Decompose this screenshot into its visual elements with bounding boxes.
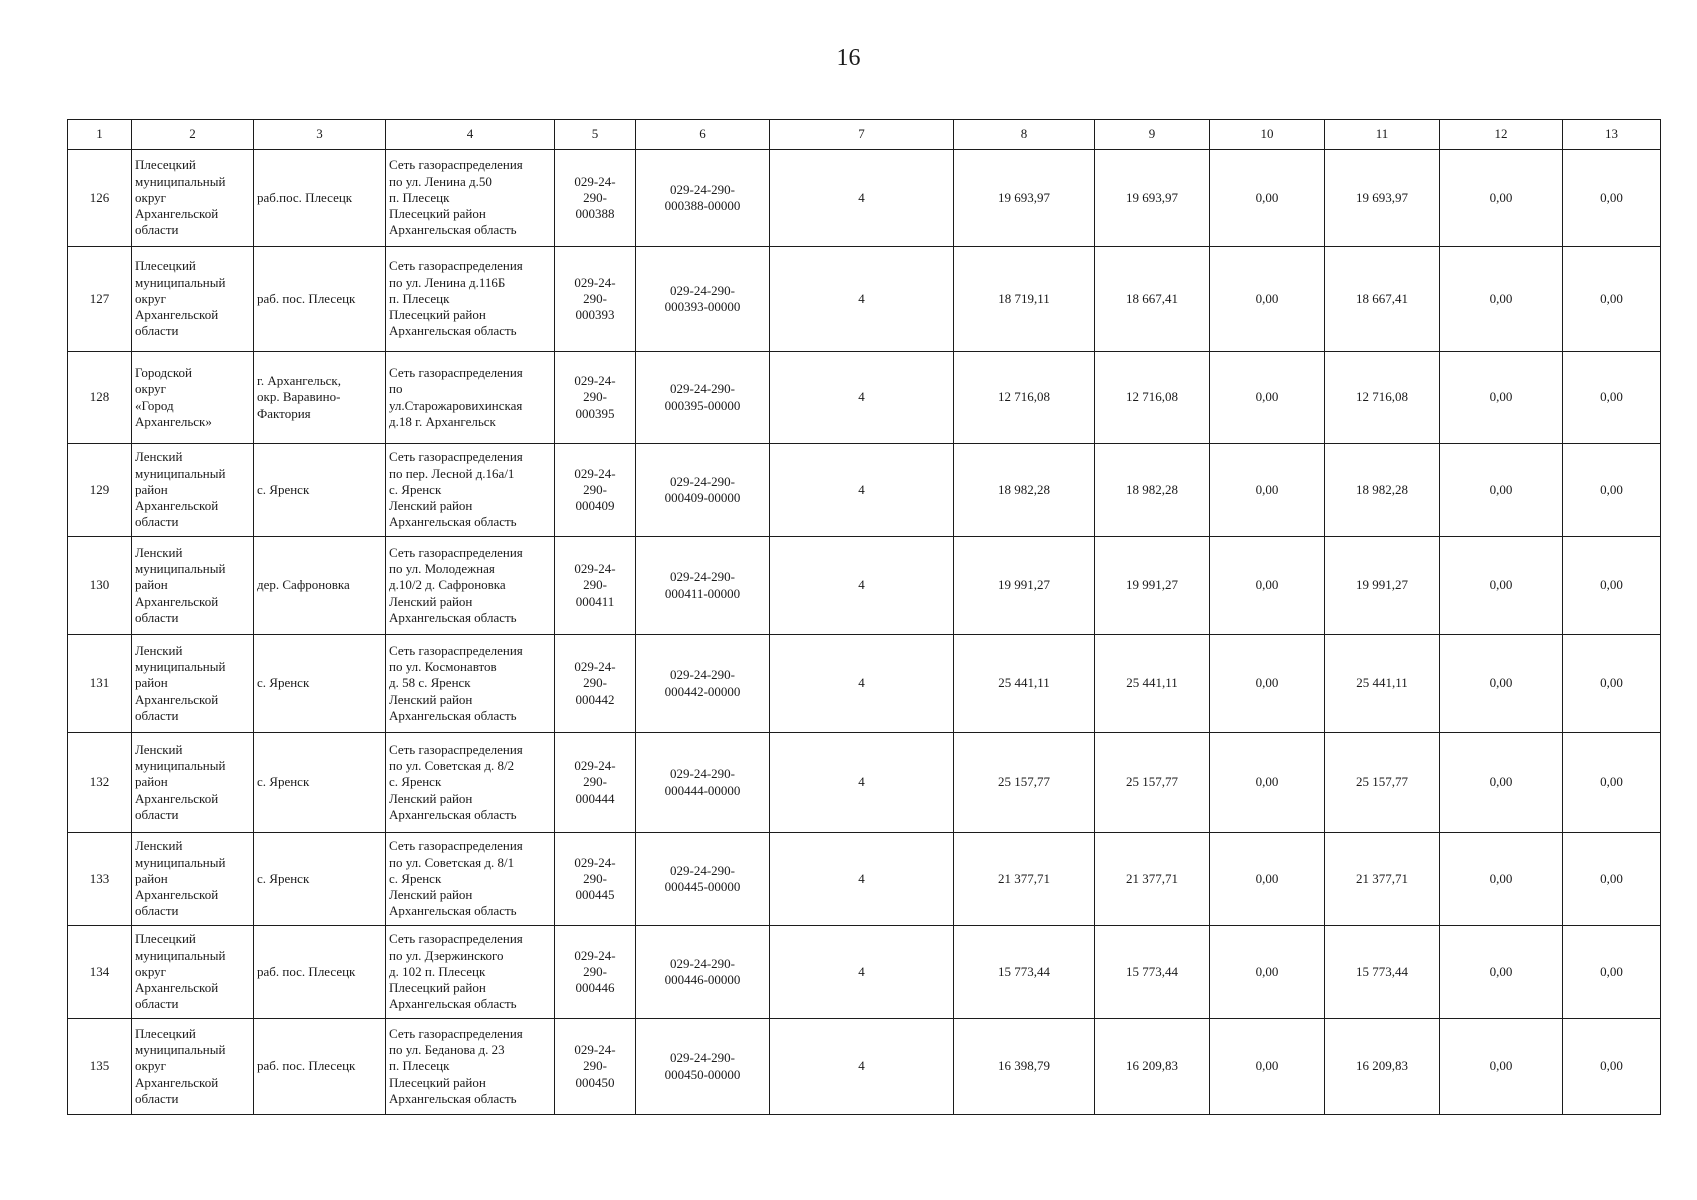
value-col12: 0,00 [1440, 833, 1563, 926]
value-col13: 0,00 [1563, 1019, 1661, 1115]
object-cell [386, 926, 555, 1019]
col7-cell: 4 [770, 150, 954, 247]
value-col11: 25 441,11 [1325, 635, 1440, 733]
col7-cell: 4 [770, 833, 954, 926]
settlement-text: раб. пос. Плесецк [257, 1058, 356, 1074]
row-number: 129 [68, 444, 132, 537]
table-row [68, 1019, 1661, 1115]
value-col11: 12 716,08 [1325, 352, 1440, 444]
settlement-cell [254, 635, 386, 733]
column-header: 13 [1563, 120, 1661, 150]
value-col12: 0,00 [1440, 926, 1563, 1019]
value-col9: 25 157,77 [1095, 733, 1210, 833]
col7-cell: 4 [770, 733, 954, 833]
object-text: Сеть газораспределения по ул. Советская д. 8/1 с. Яренск Ленский район Архангельская область [389, 838, 523, 919]
settlement-cell [254, 352, 386, 444]
municipality-text: Ленский муниципальный район Архангельской области [135, 544, 226, 625]
full-code-cell [636, 635, 770, 733]
table-row [68, 352, 1661, 444]
value-col11: 18 667,41 [1325, 247, 1440, 352]
table-row [68, 926, 1661, 1019]
value-col13: 0,00 [1563, 833, 1661, 926]
full-code-cell [636, 833, 770, 926]
object-text: Сеть газораспределения по ул. Беданова д. 23 п. Плесецк Плесецкий район Архангельская область [389, 1025, 523, 1106]
settlement-text: дер. Сафроновка [257, 577, 350, 593]
object-text: Сеть газораспределения по ул. Ленина д.116Б п. Плесецк Плесецкий район Архангельская область [389, 258, 523, 339]
col7-cell: 4 [770, 352, 954, 444]
object-text: Сеть газораспределения по ул.Старожаровихинская д.18 г. Архангельск [389, 364, 523, 429]
value-col9: 16 209,83 [1095, 1019, 1210, 1115]
object-cell [386, 833, 555, 926]
table-body [68, 150, 1661, 1115]
value-col8: 12 716,08 [954, 352, 1095, 444]
column-header: 3 [254, 120, 386, 150]
full-code-cell [636, 537, 770, 635]
table-row [68, 635, 1661, 733]
full-code-text: 029-24-290- 000450-00000 [664, 1050, 741, 1082]
settlement-cell [254, 150, 386, 247]
value-col10: 0,00 [1210, 247, 1325, 352]
column-header: 2 [132, 120, 254, 150]
column-header: 8 [954, 120, 1095, 150]
value-col13: 0,00 [1563, 926, 1661, 1019]
value-col9: 19 693,97 [1095, 150, 1210, 247]
value-col12: 0,00 [1440, 733, 1563, 833]
code-text: 029-24- 290- 000409 [574, 465, 616, 514]
value-col8: 19 991,27 [954, 537, 1095, 635]
settlement-text: г. Архангельск, окр. Варавино- Фактория [257, 373, 341, 421]
value-col8: 21 377,71 [954, 833, 1095, 926]
value-col13: 0,00 [1563, 537, 1661, 635]
column-header: 10 [1210, 120, 1325, 150]
value-col8: 25 441,11 [954, 635, 1095, 733]
table-header [68, 120, 1661, 150]
value-col13: 0,00 [1563, 444, 1661, 537]
row-number: 133 [68, 833, 132, 926]
value-col9: 18 667,41 [1095, 247, 1210, 352]
code-cell [555, 635, 636, 733]
object-cell [386, 733, 555, 833]
value-col10: 0,00 [1210, 733, 1325, 833]
row-number: 127 [68, 247, 132, 352]
settlement-text: раб. пос. Плесецк [257, 290, 356, 306]
municipality-cell [132, 635, 254, 733]
municipality-text: Плесецкий муниципальный округ Архангельской области [135, 931, 226, 1012]
code-cell [555, 733, 636, 833]
settlement-cell [254, 1019, 386, 1115]
full-code-text: 029-24-290- 000388-00000 [664, 181, 741, 213]
full-code-text: 029-24-290- 000444-00000 [664, 766, 741, 798]
code-cell [555, 537, 636, 635]
value-col12: 0,00 [1440, 444, 1563, 537]
value-col11: 15 773,44 [1325, 926, 1440, 1019]
value-col11: 21 377,71 [1325, 833, 1440, 926]
value-col12: 0,00 [1440, 537, 1563, 635]
municipality-text: Ленский муниципальный район Архангельской области [135, 642, 226, 723]
municipality-text: Ленский муниципальный район Архангельской области [135, 449, 226, 530]
municipality-cell [132, 833, 254, 926]
settlement-text: раб. пос. Плесецк [257, 963, 356, 979]
municipality-cell [132, 352, 254, 444]
value-col12: 0,00 [1440, 1019, 1563, 1115]
full-code-text: 029-24-290- 000445-00000 [664, 862, 741, 894]
full-code-text: 029-24-290- 000395-00000 [664, 381, 741, 413]
full-code-text: 029-24-290- 000446-00000 [664, 955, 741, 987]
value-col10: 0,00 [1210, 833, 1325, 926]
value-col13: 0,00 [1563, 635, 1661, 733]
settlement-cell [254, 926, 386, 1019]
settlement-text: с. Яренск [257, 870, 310, 886]
row-number: 134 [68, 926, 132, 1019]
code-cell [555, 444, 636, 537]
object-text: Сеть газораспределения по ул. Дзержинского д. 102 п. Плесецк Плесецкий район Архангельская область [389, 931, 523, 1012]
row-number: 130 [68, 537, 132, 635]
settlement-cell [254, 833, 386, 926]
code-text: 029-24- 290- 000442 [574, 659, 616, 707]
full-code-cell [636, 352, 770, 444]
municipality-cell [132, 926, 254, 1019]
code-text: 029-24- 290- 000445 [574, 854, 616, 903]
col7-cell: 4 [770, 1019, 954, 1115]
code-text: 029-24- 290- 000450 [574, 1042, 616, 1090]
full-code-text: 029-24-290- 000442-00000 [664, 667, 741, 699]
column-header: 7 [770, 120, 954, 150]
code-text: 029-24- 290- 000446 [574, 947, 616, 996]
code-text: 029-24- 290- 000411 [574, 561, 616, 609]
code-cell [555, 352, 636, 444]
row-number: 131 [68, 635, 132, 733]
settlement-cell [254, 733, 386, 833]
object-cell [386, 635, 555, 733]
municipality-cell [132, 537, 254, 635]
municipality-cell [132, 1019, 254, 1115]
object-cell [386, 537, 555, 635]
row-number: 126 [68, 150, 132, 247]
column-header: 6 [636, 120, 770, 150]
col7-cell: 4 [770, 926, 954, 1019]
settlement-text: с. Яренск [257, 774, 310, 790]
value-col9: 21 377,71 [1095, 833, 1210, 926]
value-col9: 12 716,08 [1095, 352, 1210, 444]
object-text: Сеть газораспределения по ул. Космонавтов д. 58 с. Яренск Ленский район Архангельская область [389, 642, 523, 723]
value-col11: 19 693,97 [1325, 150, 1440, 247]
table-row [68, 733, 1661, 833]
full-code-cell [636, 733, 770, 833]
value-col8: 25 157,77 [954, 733, 1095, 833]
object-text: Сеть газораспределения по ул. Ленина д.50 п. Плесецк Плесецкий район Архангельская область [389, 157, 523, 238]
municipality-text: Плесецкий муниципальный округ Архангельской области [135, 1025, 226, 1106]
code-text: 029-24- 290- 000388 [574, 173, 616, 222]
full-code-cell [636, 926, 770, 1019]
col7-cell: 4 [770, 635, 954, 733]
full-code-cell [636, 1019, 770, 1115]
municipality-cell [132, 733, 254, 833]
object-cell [386, 444, 555, 537]
row-number: 135 [68, 1019, 132, 1115]
settlement-cell [254, 537, 386, 635]
municipality-text: Плесецкий муниципальный округ Архангельской области [135, 157, 226, 238]
value-col8: 18 719,11 [954, 247, 1095, 352]
col7-cell: 4 [770, 537, 954, 635]
table-row [68, 247, 1661, 352]
value-col10: 0,00 [1210, 926, 1325, 1019]
registry-table [67, 119, 1661, 1115]
code-cell [555, 247, 636, 352]
value-col8: 16 398,79 [954, 1019, 1095, 1115]
full-code-cell [636, 150, 770, 247]
settlement-text: раб.пос. Плесецк [257, 189, 353, 205]
table-row [68, 833, 1661, 926]
column-header: 12 [1440, 120, 1563, 150]
col7-cell: 4 [770, 444, 954, 537]
value-col8: 18 982,28 [954, 444, 1095, 537]
value-col12: 0,00 [1440, 352, 1563, 444]
object-text: Сеть газораспределения по ул. Советская д. 8/2 с. Яренск Ленский район Архангельская область [389, 741, 523, 822]
value-col10: 0,00 [1210, 537, 1325, 635]
column-header: 4 [386, 120, 555, 150]
full-code-text: 029-24-290- 000411-00000 [664, 569, 741, 601]
value-col10: 0,00 [1210, 635, 1325, 733]
code-text: 029-24- 290- 000393 [574, 274, 616, 323]
column-header: 11 [1325, 120, 1440, 150]
value-col9: 19 991,27 [1095, 537, 1210, 635]
object-text: Сеть газораспределения по ул. Молодежная д.10/2 д. Сафроновка Ленский район Архангельская область [389, 544, 523, 625]
municipality-text: Ленский муниципальный район Архангельской области [135, 838, 226, 919]
value-col10: 0,00 [1210, 1019, 1325, 1115]
object-cell [386, 1019, 555, 1115]
municipality-text: Ленский муниципальный район Архангельской области [135, 741, 226, 822]
value-col12: 0,00 [1440, 635, 1563, 733]
value-col13: 0,00 [1563, 247, 1661, 352]
object-cell [386, 247, 555, 352]
col7-cell: 4 [770, 247, 954, 352]
value-col11: 25 157,77 [1325, 733, 1440, 833]
code-cell [555, 926, 636, 1019]
value-col9: 25 441,11 [1095, 635, 1210, 733]
value-col11: 19 991,27 [1325, 537, 1440, 635]
value-col9: 15 773,44 [1095, 926, 1210, 1019]
value-col10: 0,00 [1210, 352, 1325, 444]
header-row [68, 120, 1661, 150]
municipality-text: Плесецкий муниципальный округ Архангельской области [135, 258, 226, 339]
value-col9: 18 982,28 [1095, 444, 1210, 537]
table-row [68, 537, 1661, 635]
page-number: 16 [836, 45, 861, 71]
municipality-cell [132, 444, 254, 537]
object-cell [386, 150, 555, 247]
code-cell [555, 150, 636, 247]
settlement-cell [254, 444, 386, 537]
value-col8: 15 773,44 [954, 926, 1095, 1019]
value-col8: 19 693,97 [954, 150, 1095, 247]
full-code-cell [636, 444, 770, 537]
value-col13: 0,00 [1563, 352, 1661, 444]
code-text: 029-24- 290- 000395 [574, 373, 616, 421]
value-col13: 0,00 [1563, 733, 1661, 833]
table-row [68, 444, 1661, 537]
column-header: 5 [555, 120, 636, 150]
object-cell [386, 352, 555, 444]
code-cell [555, 833, 636, 926]
column-header: 9 [1095, 120, 1210, 150]
value-col11: 16 209,83 [1325, 1019, 1440, 1115]
municipality-cell [132, 150, 254, 247]
settlement-cell [254, 247, 386, 352]
value-col13: 0,00 [1563, 150, 1661, 247]
value-col12: 0,00 [1440, 150, 1563, 247]
column-header: 1 [68, 120, 132, 150]
value-col12: 0,00 [1440, 247, 1563, 352]
full-code-cell [636, 247, 770, 352]
value-col10: 0,00 [1210, 150, 1325, 247]
value-col11: 18 982,28 [1325, 444, 1440, 537]
object-text: Сеть газораспределения по пер. Лесной д.16а/1 с. Яренск Ленский район Архангельская область [389, 449, 523, 530]
full-code-text: 029-24-290- 000393-00000 [664, 282, 741, 314]
value-col10: 0,00 [1210, 444, 1325, 537]
municipality-cell [132, 247, 254, 352]
row-number: 132 [68, 733, 132, 833]
table-row [68, 150, 1661, 247]
full-code-text: 029-24-290- 000409-00000 [664, 473, 741, 505]
municipality-text: Городской округ «Город Архангельск» [135, 364, 212, 429]
settlement-text: с. Яренск [257, 675, 310, 691]
settlement-text: с. Яренск [257, 481, 310, 497]
row-number: 128 [68, 352, 132, 444]
code-text: 029-24- 290- 000444 [574, 758, 616, 806]
code-cell [555, 1019, 636, 1115]
